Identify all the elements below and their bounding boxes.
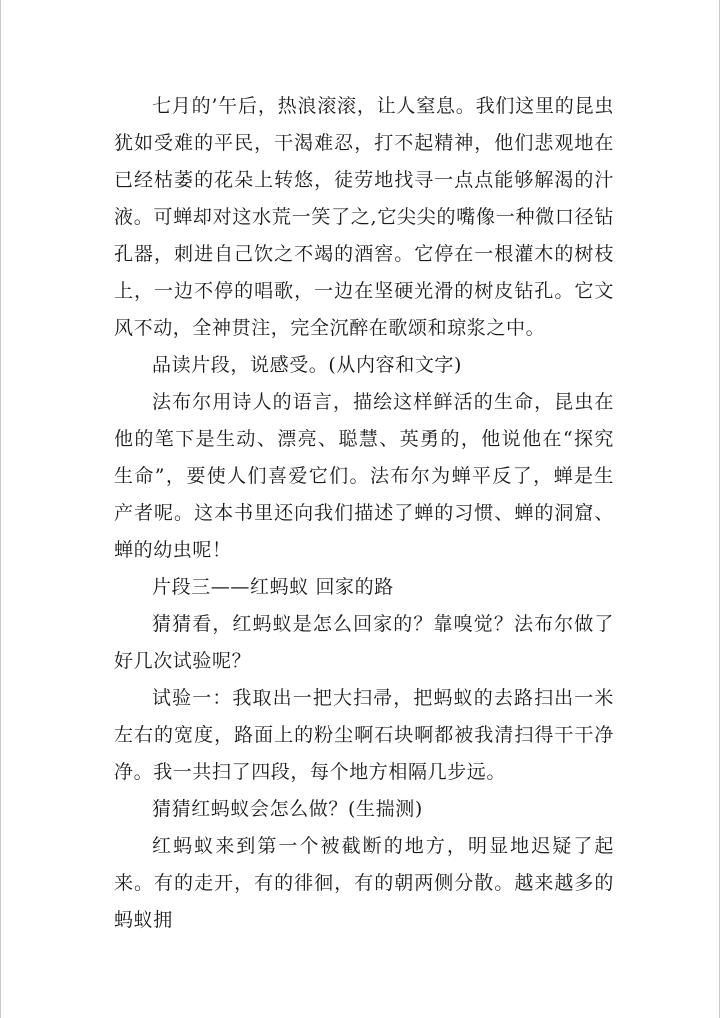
paragraph-guess-prompt: 猜猜红蚂蚁会怎么做？(生揣测) xyxy=(152,798,423,820)
paragraph-guess-question: 猜猜看，红蚂蚁是怎么回家的？靠嗅觉？法布尔做了好几次试验呢？ xyxy=(114,613,614,672)
paragraph-reading-prompt: 品读片段，说感受。(从内容和文字) xyxy=(152,354,463,376)
paragraph-section-heading: 片段三——红蚂蚁 回家的路 xyxy=(152,576,394,598)
paragraph-experiment-one: 试验一：我取出一把大扫帚，把蚂蚁的去路扫出一米左右的宽度，路面上的粉尘啊石块啊都被我清扫得干干净净。我一共扫了四段，每个地方相隔几步远。 xyxy=(114,687,614,783)
paragraph-cicada-passage: 七月的’午后，热浪滚滚，让人窒息。我们这里的昆虫犹如受难的平民，干渴难忍，打不起精神，他们悲观地在已经枯萎的花朵上转悠，徒劳地找寻一点点能够解渴的汁液。可蝉却对这水荒一笑了之,它尖尖的嘴像一种微口径钻孔器，刺进自己饮之不竭的酒窖。它停在一根灌木的树枝上，一边不停的唱歌，一边在坚硬光滑的树皮钻孔。它文风不动，全神贯注，完全沉醉在歌颂和琼浆之中。 xyxy=(114,95,614,339)
paragraph-ant-behavior: 红蚂蚁来到第一个被截断的地方，明显地迟疑了起来。有的走开，有的徘徊，有的朝两侧分散。越来越多的蚂蚁拥 xyxy=(114,835,614,931)
paragraph-fabre-commentary: 法布尔用诗人的语言，描绘这样鲜活的生命，昆虫在他的笔下是生动、漂亮、聪慧、英勇的，他说他在“探究生命”，要使人们喜爱它们。法布尔为蝉平反了，蝉是生产者呢。这本书里还向我们描述了蝉的习惯、蝉的洞窟、蝉的幼虫呢！ xyxy=(114,391,614,561)
body-text xyxy=(114,88,614,939)
